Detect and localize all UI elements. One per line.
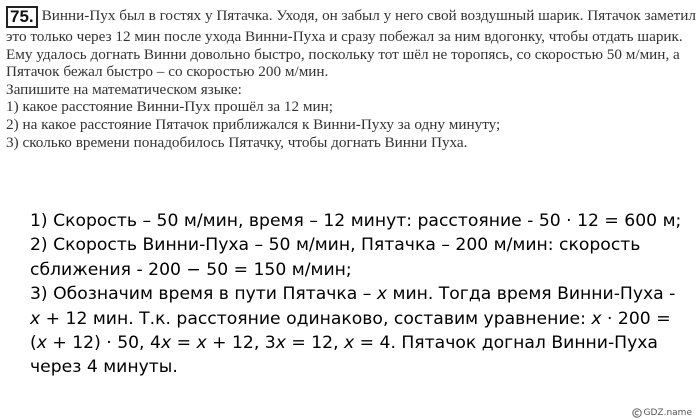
solution-part-3-text-b: мин. Тогда время Винни-Пуха - (392, 284, 676, 305)
solution (30, 209, 690, 380)
equation-text: = (176, 333, 191, 354)
problem-statement (6, 6, 696, 151)
problem-question-1: 1) какое расстояние Винни-Пух прошёл за 12 мин; (6, 98, 333, 116)
variable-x: x (36, 333, 47, 354)
variable-x: x (30, 308, 41, 329)
solution-part-3-text-c: + 12 мин. Т.к. расстояние одинаково, составим уравнение: (45, 308, 586, 329)
problem-question-3: 3) сколько времени понадобилось Пятачку, чтобы догнать Винни Пуха. (6, 133, 468, 151)
equation-text: + 12, 3 (212, 333, 276, 354)
problem-text (6, 6, 696, 81)
solution-part-3 (30, 282, 690, 380)
variable-x: x (196, 333, 207, 354)
variable-x: x (160, 333, 172, 354)
watermark (632, 408, 692, 418)
solution-part-3-text-a: 3) Обозначим время в пути Пятачка – (30, 284, 372, 305)
solution-part-2: 2) Скорость Винни-Пуха – 50 м/мин, Пятачка – 200 м/мин: скорость сближения - 200 − 50 = 150 м/мин; (30, 235, 641, 280)
variable-x: x (344, 333, 355, 354)
equation-text: + 12) · 50, 4 (52, 333, 161, 354)
equation-text: = 4. Пятачок догнал Винни-Пуха через 4 минуты. (30, 333, 658, 378)
copyright-icon (632, 408, 642, 418)
problem-number: 75. (6, 6, 38, 28)
solution-part-1: 1) Скорость – 50 м/мин, время – 12 минут: расстояние - 50 · 12 = 600 м; (30, 211, 682, 231)
variable-x: x (376, 284, 388, 305)
watermark-text: GDZ.name (643, 408, 692, 418)
equation-text: · 200 = ( (30, 308, 671, 354)
problem-instruction: Запишите на математическом языке: (6, 80, 242, 98)
variable-x: x (591, 308, 602, 329)
variable-x: x (275, 333, 286, 354)
problem-text-body: Винни-Пух был в гостях у Пятачка. Уходя, он забыл у него свой воздушный шарик. Пятачок заметил это только через 12 мин после ухода Винни-Пуха и сразу побежал за ним вдогонку, чтобы отдать шарик. Ему удалось догнать Винни довольно быстро, поскольку тот шёл не торопясь, со скоростью 50 м/мин, а Пятачок бежал быстро – со скоростью 200 м/мин. (6, 7, 697, 81)
problem-question-2: 2) на какое расстояние Пятачок приближался к Винни-Пуху за одну минуту; (6, 115, 501, 133)
equation-text: = 12, (291, 333, 339, 354)
